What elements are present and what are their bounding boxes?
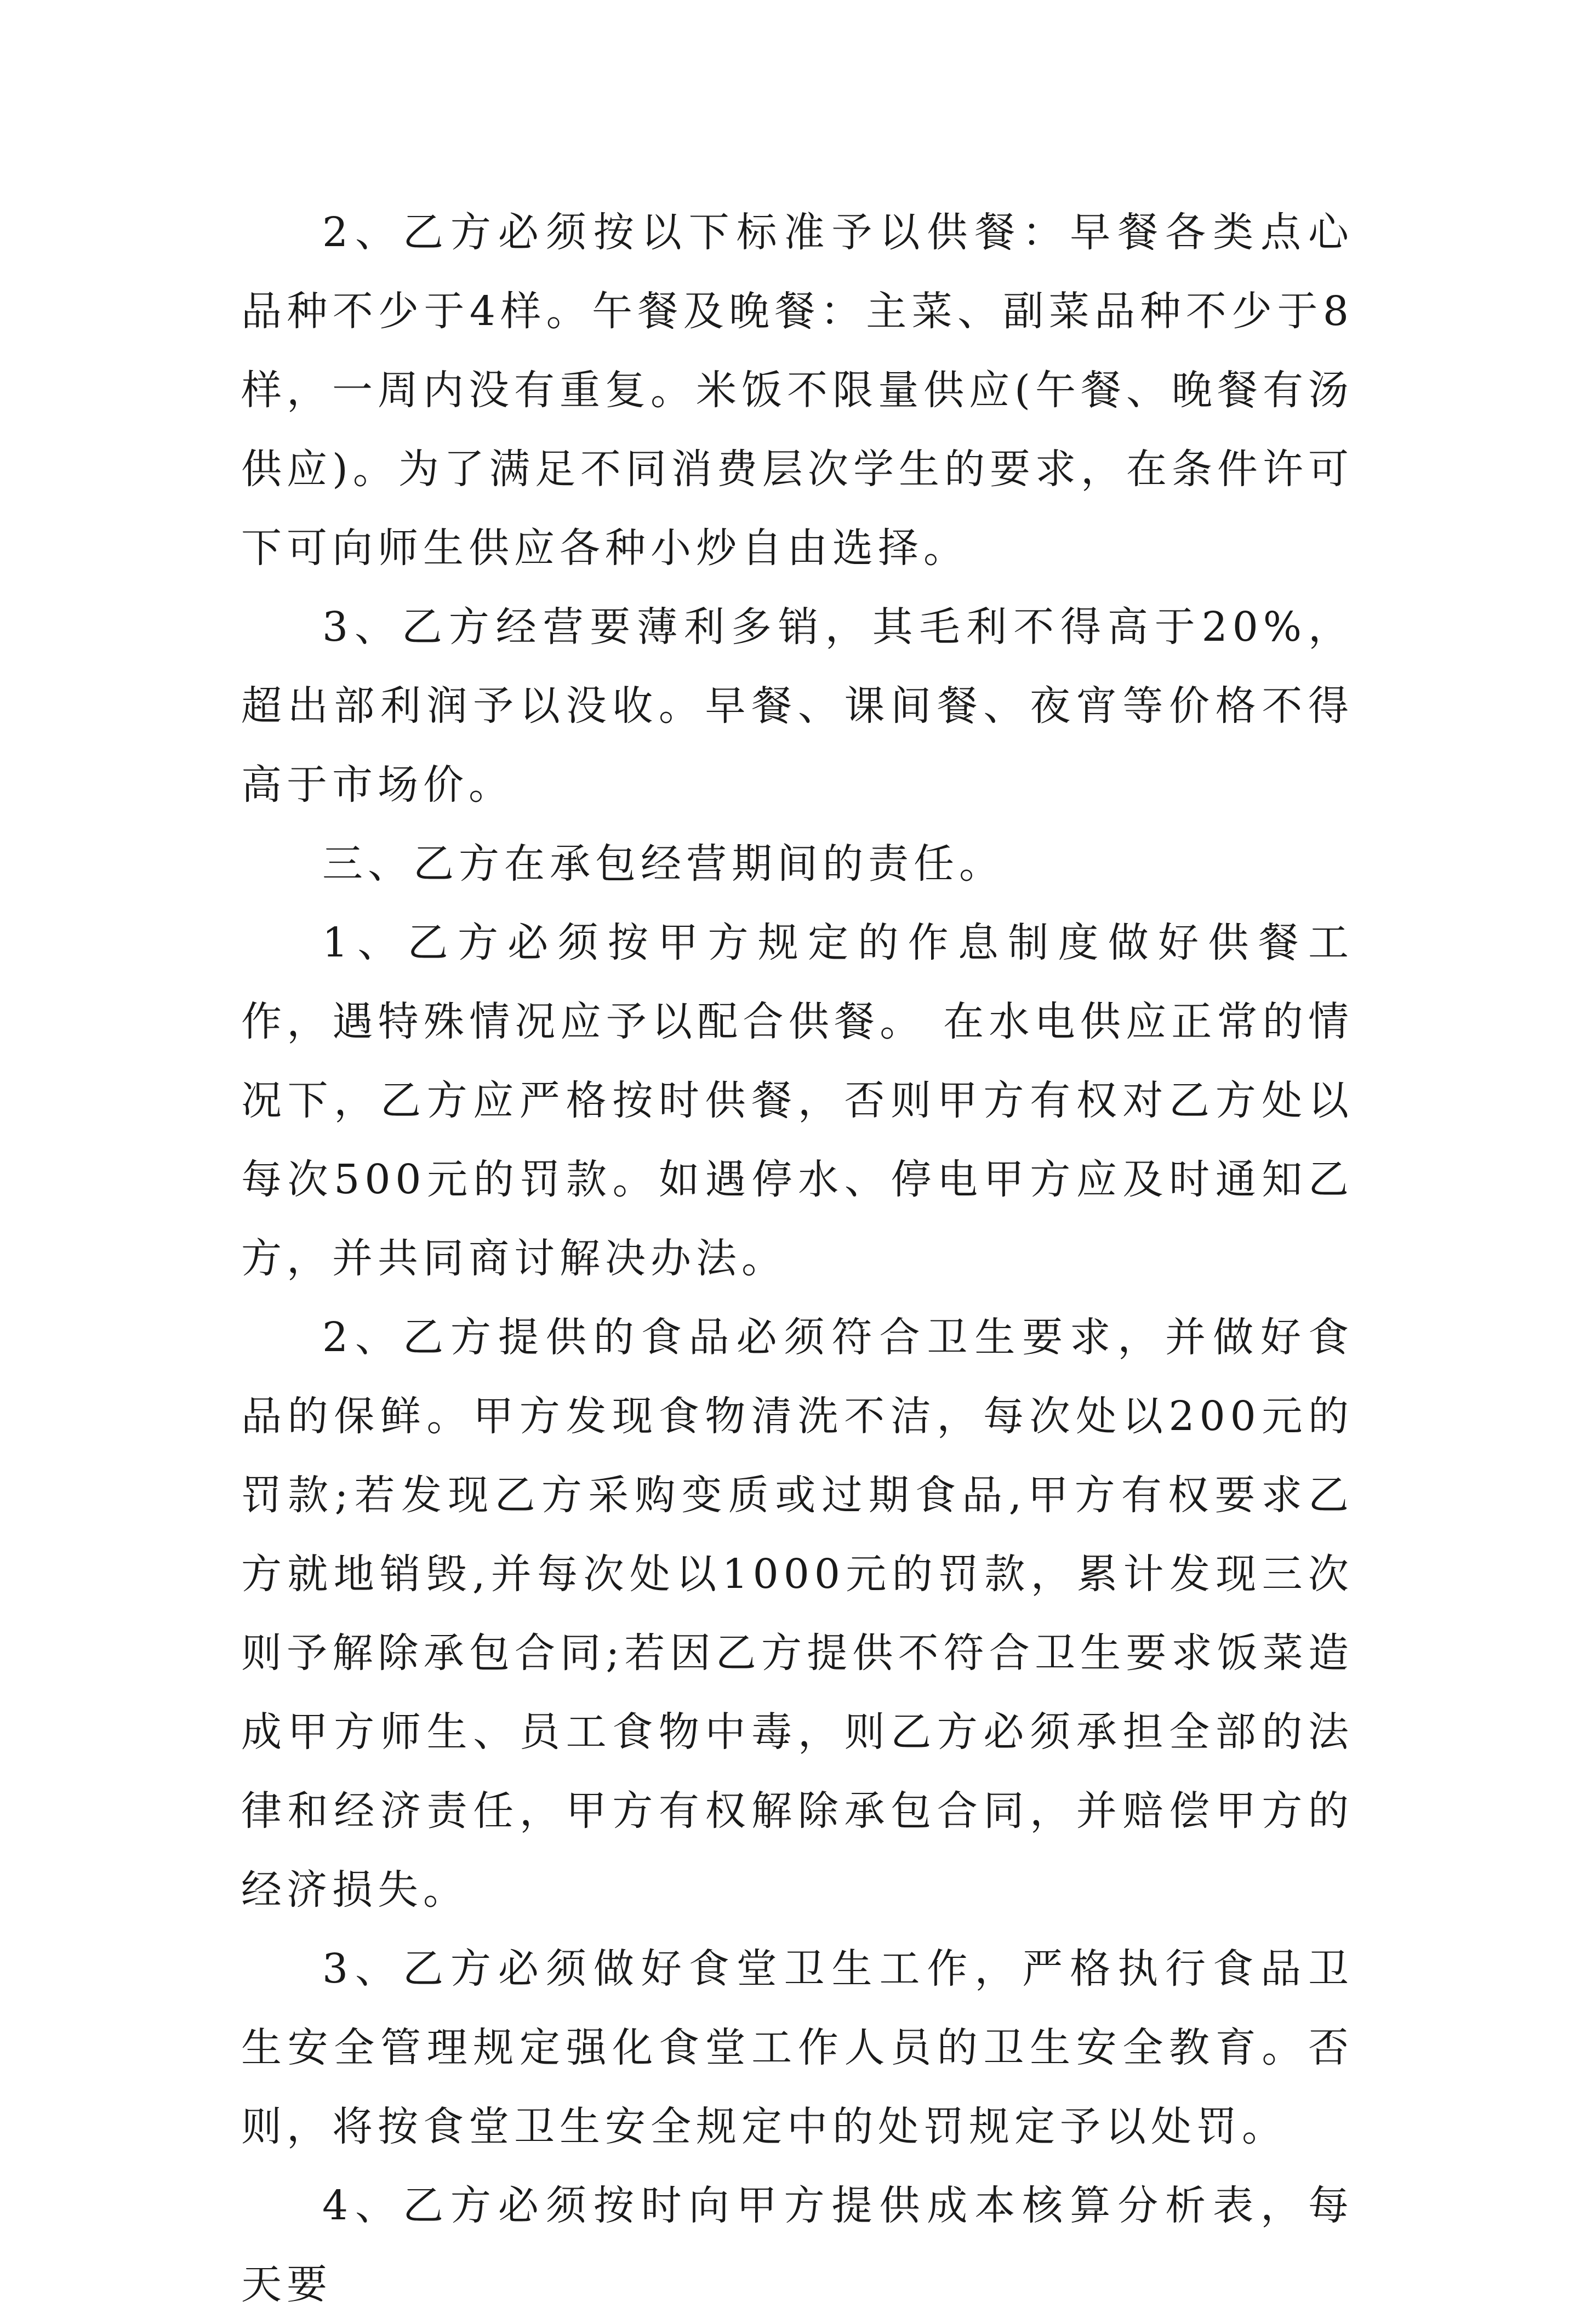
paragraph-meal-schedule: 1、乙方必须按甲方规定的作息制度做好供餐工作，遇特殊情况应予以配合供餐。 在水电供应正常的情况下，乙方应严格按时供餐，否则甲方有权对乙方处以每次500元的罚款。如遇停水、停电甲方应及时通知乙方，并共同商讨解决办法。 bbox=[241, 919, 1354, 1282]
paragraph-canteen-sanitation: 3、乙方必须做好食堂卫生工作，严格执行食品卫生安全管理规定强化食堂工作人员的卫生安全教育。否则，将按食堂卫生安全规定中的处罚规定予以处罚。 bbox=[241, 1945, 1354, 2150]
paragraph-profit-limit: 3、乙方经营要薄利多销，其毛利不得高于20%，超出部利润予以没收。早餐、课间餐、夜宵等价格不得高于市场价。 bbox=[241, 603, 1354, 808]
paragraph-meal-standards: 2、乙方必须按以下标准予以供餐：早餐各类点心品种不少于4样。午餐及晚餐：主菜、副菜品种不少于8样，一周内没有重复。米饭不限量供应(午餐、晚餐有汤供应)。为了满足不同消费层次学生的要求，在条件许可下可向师生供应各种小炒自由选择。 bbox=[241, 209, 1354, 572]
section-heading-responsibilities: 三、乙方在承包经营期间的责任。 bbox=[322, 840, 1005, 887]
paragraph-cost-accounting: 4、乙方必须按时向甲方提供成本核算分析表，每天要 bbox=[241, 2182, 1354, 2308]
document-body bbox=[241, 193, 1354, 2324]
paragraph-food-hygiene: 2、乙方提供的食品必须符合卫生要求，并做好食品的保鲜。甲方发现食物清洗不洁，每次处以200元的罚款;若发现乙方采购变质或过期食品,甲方有权要求乙方就地销毁,并每次处以1000元的罚款，累计发现三次则予解除承包合同;若因乙方提供不符合卫生要求饭菜造成甲方师生、员工食物中毒，则乙方必须承担全部的法律和经济责任，甲方有权解除承包合同，并赔偿甲方的经济损失。 bbox=[241, 1314, 1354, 1913]
